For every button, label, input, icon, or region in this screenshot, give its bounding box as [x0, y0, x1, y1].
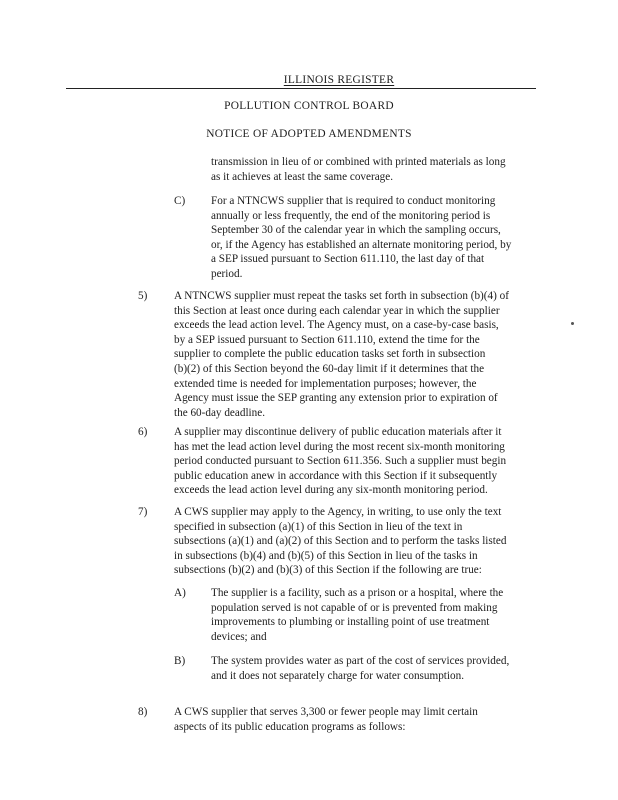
margin-speck [571, 322, 574, 325]
paragraph-line: subsections (b)(2) and (b)(3) of this Section if the following are true: [174, 564, 482, 577]
item-7a-label: A) [174, 587, 186, 599]
item-5-label: 5) [138, 290, 148, 302]
item-c-label: C) [174, 195, 186, 207]
paragraph-line: this Section at least once during each calendar year in which the supplier [174, 304, 500, 317]
paragraph-line: A CWS supplier may apply to the Agency, in writing, to use only the text [174, 506, 502, 518]
item-5-paragraph [174, 289, 509, 420]
header-rule [66, 88, 536, 89]
item-7a-paragraph [211, 586, 503, 644]
paragraph-line: the 60-day deadline. [174, 406, 266, 419]
paragraph-line: population served is not capable of or is prevented from making [211, 601, 498, 614]
item-7-paragraph [174, 505, 506, 578]
paragraph-line: improvements to plumbing or installing point of use treatment [211, 616, 490, 629]
paragraph-line: A NTNCWS supplier must repeat the tasks set forth in subsection (b)(4) of [174, 290, 509, 302]
item-6-paragraph [174, 425, 506, 498]
paragraph-line: The supplier is a facility, such as a prison or a hospital, where the [211, 587, 504, 599]
paragraph-line: supplier to complete the public education tasks set forth in subsection [174, 348, 486, 361]
paragraph-line: by a SEP issued pursuant to Section 611.110, extend the time for the [174, 333, 480, 346]
paragraph-line: public education anew in accordance with this Section if it subsequently [174, 469, 498, 482]
item-7-label: 7) [138, 506, 148, 518]
paragraph-line: specified in subsection (a)(1) of this Section in lieu of the text in [174, 520, 463, 533]
paragraph-line: aspects of its public education programs as follows: [174, 720, 406, 733]
paragraph-line: (b)(2) of this Section beyond the 60-day limit if it determines that the [174, 362, 485, 375]
paragraph-line: a SEP issued pursuant to Section 611.110, the last day of that [211, 253, 485, 266]
paragraph-line: The system provides water as part of the cost of services provided, [211, 655, 510, 667]
paragraph-line: period. [211, 267, 243, 280]
item-6-label: 6) [138, 426, 148, 438]
paragraph-line: Agency must issue the SEP granting any extension prior to expiration of [174, 392, 498, 405]
paragraph-line: exceeds the lead action level. The Agency must, on a case-by-case basis, [174, 319, 499, 332]
paragraph-line: or, if the Agency has established an alternate monitoring period, by [211, 238, 512, 251]
paragraph-line: subsections (a)(1) and (a)(2) of this Section and to perform the tasks listed [174, 535, 507, 548]
board-title: POLLUTION CONTROL BOARD [224, 100, 394, 112]
item-7b-label: B) [174, 655, 186, 667]
item-8-paragraph [174, 705, 478, 734]
item-7b-paragraph [211, 654, 509, 683]
paragraph-line: as it achieves at least the same coverage. [211, 170, 394, 183]
paragraph-line: transmission in lieu of or combined with printed materials as long [211, 156, 506, 168]
paragraph-line: in subsections (b)(4) and (b)(5) of this Section in lieu of the tasks in [174, 549, 478, 562]
notice-title: NOTICE OF ADOPTED AMENDMENTS [206, 128, 412, 140]
paragraph-line: has met the lead action level during the most recent six-month monitoring [174, 440, 505, 453]
continuation-paragraph [211, 155, 506, 184]
item-c-paragraph [211, 194, 511, 282]
paragraph-line: period conducted pursuant to Section 611.356. Such a supplier must begin [174, 455, 507, 468]
paragraph-line: A CWS supplier that serves 3,300 or fewer people may limit certain [174, 706, 478, 718]
item-8-label: 8) [138, 706, 148, 718]
register-title: ILLINOIS REGISTER [283, 74, 395, 86]
paragraph-line: extended time is needed for implementation purposes; however, the [174, 377, 477, 390]
paragraph-line: September 30 of the calendar year in which the sampling occurs, [211, 224, 501, 237]
paragraph-line: exceeds the lead action level during any six-month monitoring period. [174, 484, 488, 497]
paragraph-line: and it does not separately charge for water consumption. [211, 669, 464, 682]
paragraph-line: annually or less frequently, the end of the monitoring period is [211, 209, 491, 222]
paragraph-line: A supplier may discontinue delivery of public education materials after it [174, 426, 502, 438]
paragraph-line: devices; and [211, 630, 267, 643]
paragraph-line: For a NTNCWS supplier that is required to conduct monitoring [211, 195, 496, 207]
